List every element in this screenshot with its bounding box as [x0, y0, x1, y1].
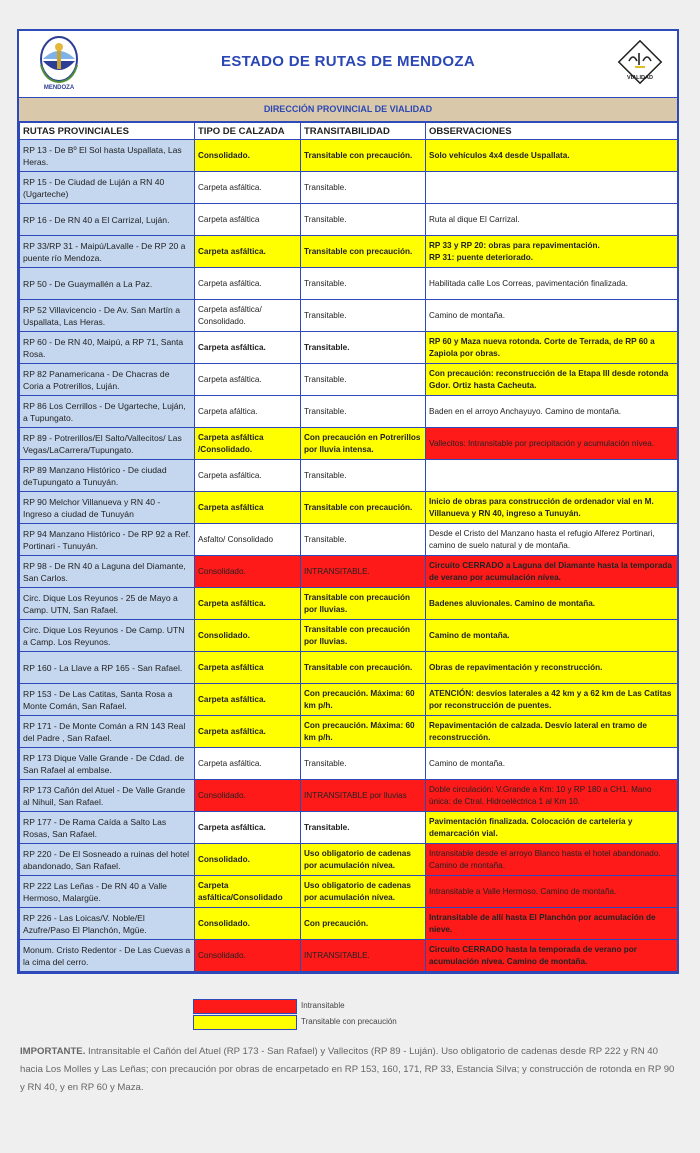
table-row — [20, 940, 678, 972]
surface-cell: Asfalto/ Consolidado — [195, 524, 301, 556]
notes-cell: Circuito CERRADO hasta la temporada de verano por acumulación nívea. Camino de montaña. — [426, 940, 678, 972]
route-cell: RP 173 Dique Valle Grande - De Cdad. de San Rafael al embalse. — [20, 748, 195, 780]
table-row — [20, 236, 678, 268]
status-cell: Transitable. — [301, 396, 426, 428]
route-cell: RP 153 - De Las Catitas, Santa Rosa a Monte Comán, San Rafael. — [20, 684, 195, 716]
surface-cell: Carpeta asfáltica /Consolidado. — [195, 428, 301, 460]
notes-cell: Obras de repavimentación y reconstrucción. — [426, 652, 678, 684]
notes-cell: Intransitable a Valle Hermoso. Camino de montaña. — [426, 876, 678, 908]
route-cell: RP 16 - De RN 40 a El Carrizal, Luján. — [20, 204, 195, 236]
surface-cell: Consolidado. — [195, 556, 301, 588]
surface-cell: Consolidado. — [195, 908, 301, 940]
notes-cell: Desde el Cristo del Manzano hasta el refugio Alferez Portinari, camino de suelo natural y de montaña. — [426, 524, 678, 556]
status-cell: Uso obligatorio de cadenas por acumulación nívea. — [301, 876, 426, 908]
important-note — [20, 1043, 680, 1097]
mendoza-logo-label: MENDOZA — [43, 85, 75, 91]
notes-cell: RP 60 y Maza nueva rotonda. Corte de Terrada, de RP 60 a Zapiola por obras. — [426, 332, 678, 364]
surface-cell: Carpeta asfáltica. — [195, 236, 301, 268]
route-cell: RP 60 - De RN 40, Maipú, a RP 71, Santa Rosa. — [20, 332, 195, 364]
notes-cell: Camino de montaña. — [426, 300, 678, 332]
notes-cell — [426, 172, 678, 204]
route-cell: RP 33/RP 31 - Maipú/Lavalle - De RP 20 a puente río Mendoza. — [20, 236, 195, 268]
status-cell: INTRANSITABLE. — [301, 556, 426, 588]
table-row — [20, 620, 678, 652]
notes-cell: Camino de montaña. — [426, 748, 678, 780]
table-row — [20, 588, 678, 620]
routes-table — [19, 122, 678, 972]
route-cell: RP 86 Los Cerrillos - De Ugarteche, Luján, a Tupungato. — [20, 396, 195, 428]
route-cell: RP 220 - De El Sosneado a ruinas del hotel abandonado, San Rafael. — [20, 844, 195, 876]
route-cell: RP 160 - La Llave a RP 165 - San Rafael. — [20, 652, 195, 684]
status-cell: INTRANSITABLE. — [301, 940, 426, 972]
route-cell: RP 82 Panamericana - De Chacras de Coria a Potrerillos, Luján. — [20, 364, 195, 396]
table-row — [20, 780, 678, 812]
notes-cell: Pavimentación finalizada. Colocación de cartelería y demarcación vial. — [426, 812, 678, 844]
status-cell: Transitable. — [301, 748, 426, 780]
status-cell: Transitable. — [301, 524, 426, 556]
notes-cell: Habilitada calle Los Correas, pavimentación finalizada. — [426, 268, 678, 300]
report-frame — [17, 29, 679, 974]
surface-cell: Carpeta asfáltica. — [195, 332, 301, 364]
surface-cell: Carpeta asfáltica. — [195, 684, 301, 716]
page-title: ESTADO DE RUTAS DE MENDOZA — [221, 53, 475, 70]
table-row — [20, 204, 678, 236]
routes-table-body — [20, 140, 678, 972]
table-row — [20, 172, 678, 204]
table-row — [20, 652, 678, 684]
important-note-lead: IMPORTANTE. — [20, 1046, 86, 1057]
surface-cell: Carpeta asfáltica/Consolidado — [195, 876, 301, 908]
legend-label-impassable: Intransitable — [301, 1001, 345, 1010]
table-row — [20, 844, 678, 876]
surface-cell: Carpeta asfáltica. — [195, 588, 301, 620]
surface-cell: Carpeta asfáltica. — [195, 172, 301, 204]
status-cell: Transitable. — [301, 204, 426, 236]
route-cell: RP 13 - De Bº El Sol hasta Uspallata, Las Heras. — [20, 140, 195, 172]
legend-label-caution: Transitable con precaución — [301, 1017, 397, 1026]
notes-cell: RP 33 y RP 20: obras para repavimentación. RP 31: puente deteriorado. — [426, 236, 678, 268]
column-header-notes: OBSERVACIONES — [426, 123, 678, 140]
status-cell: Transitable con precaución por lluvias. — [301, 588, 426, 620]
table-row — [20, 876, 678, 908]
surface-cell: Carpeta asfáltica — [195, 492, 301, 524]
surface-cell: Carpeta asfáltica — [195, 652, 301, 684]
status-cell: Transitable. — [301, 172, 426, 204]
surface-cell: Carpeta asfáltica. — [195, 716, 301, 748]
route-cell: RP 15 - De Ciudad de Luján a RN 40 (Ugarteche) — [20, 172, 195, 204]
status-cell: Transitable. — [301, 460, 426, 492]
route-cell: Circ. Dique Los Reyunos - 25 de Mayo a Camp. UTN, San Rafael. — [20, 588, 195, 620]
table-row — [20, 556, 678, 588]
status-cell: Transitable. — [301, 300, 426, 332]
surface-cell: Consolidado. — [195, 844, 301, 876]
notes-cell: Camino de montaña. — [426, 620, 678, 652]
surface-cell: Carpeta asfáltica/ Consolidado. — [195, 300, 301, 332]
notes-cell: ATENCIÓN: desvíos laterales a 42 km y a 62 km de Las Catitas por reconstrucción de puentes. — [426, 684, 678, 716]
vialidad-logo-label: VIALIDAD — [627, 75, 653, 81]
notes-cell: Intransitable de allí hasta El Planchón por acumulación de nieve. — [426, 908, 678, 940]
table-row — [20, 748, 678, 780]
surface-cell: Carpeta asfáltica. — [195, 364, 301, 396]
surface-cell: Consolidado. — [195, 140, 301, 172]
important-note-text: Intransitable el Cañón del Atuel (RP 173 - San Rafael) y Vallecitos (RP 89 - Luján). Uso obligatorio de cadenas desde RP 222 y RN 40 hacia Los Molles y Las Leñas; con precaución por obras de encarpetado en RP 153, 160, 171, RP 33, Estancia Silva; y construcción de rotonda en RP 90 y RN 40, y en RP 60 y Maza. — [20, 1046, 675, 1093]
status-cell: Transitable. — [301, 812, 426, 844]
status-cell: Transitable con precaución. — [301, 652, 426, 684]
column-header-routes: RUTAS PROVINCIALES — [20, 123, 195, 140]
surface-cell: Consolidado. — [195, 780, 301, 812]
notes-cell: Vallecitos: Intransitable por precipitación y acumulación nívea. — [426, 428, 678, 460]
status-cell: INTRANSITABLE por lluvias — [301, 780, 426, 812]
route-cell: RP 94 Manzano Histórico - De RP 92 a Ref. Portinari - Tunuyán. — [20, 524, 195, 556]
route-cell: RP 171 - De Monte Comán a RN 143 Real del Padre , San Rafael. — [20, 716, 195, 748]
route-cell: RP 222 Las Leñas - De RN 40 a Valle Hermoso, Malargüe. — [20, 876, 195, 908]
surface-cell: Carpeta asfáltica. — [195, 748, 301, 780]
table-row — [20, 684, 678, 716]
table-row — [20, 364, 678, 396]
notes-cell: Circuito CERRADO a Laguna del Diamante hasta la temporada de verano por acumulación nívea. — [426, 556, 678, 588]
table-row — [20, 812, 678, 844]
notes-cell: Inicio de obras para construcción de ordenador vial en M. Villanueva y RN 40, ingreso a Tunuyán. — [426, 492, 678, 524]
status-cell: Uso obligatorio de cadenas por acumulación nívea. — [301, 844, 426, 876]
route-cell: RP 89 - Potrerillos/El Salto/Vallecitos/ Las Vegas/LaCarrera/Tupungato. — [20, 428, 195, 460]
subtitle-bar: DIRECCIÓN PROVINCIAL DE VIALIDAD — [19, 98, 677, 122]
status-cell: Transitable con precaución. — [301, 236, 426, 268]
surface-cell: Consolidado. — [195, 620, 301, 652]
route-cell: RP 52 Villavicencio - De Av. San Martín a Uspallata, Las Heras. — [20, 300, 195, 332]
surface-cell: Carpeta asfáltica. — [195, 812, 301, 844]
status-cell: Transitable. — [301, 364, 426, 396]
legend-swatch-caution — [193, 1015, 297, 1030]
route-cell: Circ. Dique Los Reyunos - De Camp. UTN a Camp. Los Reyunos. — [20, 620, 195, 652]
table-row — [20, 908, 678, 940]
notes-cell: Repavimentación de calzada. Desvío lateral en tramo de reconstrucción. — [426, 716, 678, 748]
notes-cell: Ruta al dique El Carrizal. — [426, 204, 678, 236]
status-cell: Transitable. — [301, 332, 426, 364]
table-row — [20, 140, 678, 172]
table-row — [20, 492, 678, 524]
surface-cell: Consolidado. — [195, 940, 301, 972]
table-header-row — [20, 123, 678, 140]
status-cell: Transitable con precaución. — [301, 492, 426, 524]
table-row — [20, 268, 678, 300]
route-cell: Monum. Cristo Redentor - De Las Cuevas a la cima del cerro. — [20, 940, 195, 972]
table-row — [20, 524, 678, 556]
notes-cell: Solo vehículos 4x4 desde Uspallata. — [426, 140, 678, 172]
status-cell: Con precaución en Potrerillos por lluvia intensa. — [301, 428, 426, 460]
table-row — [20, 428, 678, 460]
route-cell: RP 98 - De RN 40 a Laguna del Diamante, San Carlos. — [20, 556, 195, 588]
notes-cell: Baden en el arroyo Anchayuyo. Camino de montaña. — [426, 396, 678, 428]
route-cell: RP 173 Cañón del Atuel - De Valle Grande al Nihuil, San Rafael. — [20, 780, 195, 812]
legend-swatch-impassable — [193, 999, 297, 1014]
status-cell: Transitable con precaución. — [301, 140, 426, 172]
table-row — [20, 460, 678, 492]
table-row — [20, 716, 678, 748]
route-cell: RP 89 Manzano Histórico - De ciudad deTupungato a Tunuyán. — [20, 460, 195, 492]
surface-cell: Carpeta asfáltica. — [195, 460, 301, 492]
notes-cell — [426, 460, 678, 492]
status-cell: Transitable. — [301, 268, 426, 300]
surface-cell: Carpeta afáltica. — [195, 396, 301, 428]
status-cell: Con precaución. Máxima: 60 km p/h. — [301, 716, 426, 748]
table-row — [20, 332, 678, 364]
route-cell: RP 50 - De Guaymallén a La Paz. — [20, 268, 195, 300]
surface-cell: Carpeta asfáltica — [195, 204, 301, 236]
table-row — [20, 300, 678, 332]
route-cell: RP 90 Melchor Villanueva y RN 40 - Ingreso a ciudad de Tunuyán — [20, 492, 195, 524]
column-header-status: TRANSITABILIDAD — [301, 123, 426, 140]
status-cell: Transitable con precaución por lluvias. — [301, 620, 426, 652]
surface-cell: Carpeta asfáltica. — [195, 268, 301, 300]
table-row — [20, 396, 678, 428]
notes-cell: Doble circulación: V.Grande a Km: 10 y RP 180 a CH1. Mano única: de Ctral. Hidroeléctrica 1 al Km 10. — [426, 780, 678, 812]
column-header-surface: TIPO DE CALZADA — [195, 123, 301, 140]
notes-cell: Intransitable desde el arroyo Blanco hasta el hotel abandonado. Camino de montaña. — [426, 844, 678, 876]
notes-cell: Badenes aluvionales. Camino de montaña. — [426, 588, 678, 620]
title-bar — [19, 31, 677, 98]
status-cell: Con precaución. — [301, 908, 426, 940]
route-cell: RP 226 - Las Loicas/V. Noble/El Azufre/Paso El Planchón, Mgüe. — [20, 908, 195, 940]
status-cell: Con precaución. Máxima: 60 km p/h. — [301, 684, 426, 716]
route-cell: RP 177 - De Rama Caída a Salto Las Rosas, San Rafael. — [20, 812, 195, 844]
notes-cell: Con precaución: reconstrucción de la Etapa III desde rotonda Gdor. Ortiz hasta Cacheuta. — [426, 364, 678, 396]
